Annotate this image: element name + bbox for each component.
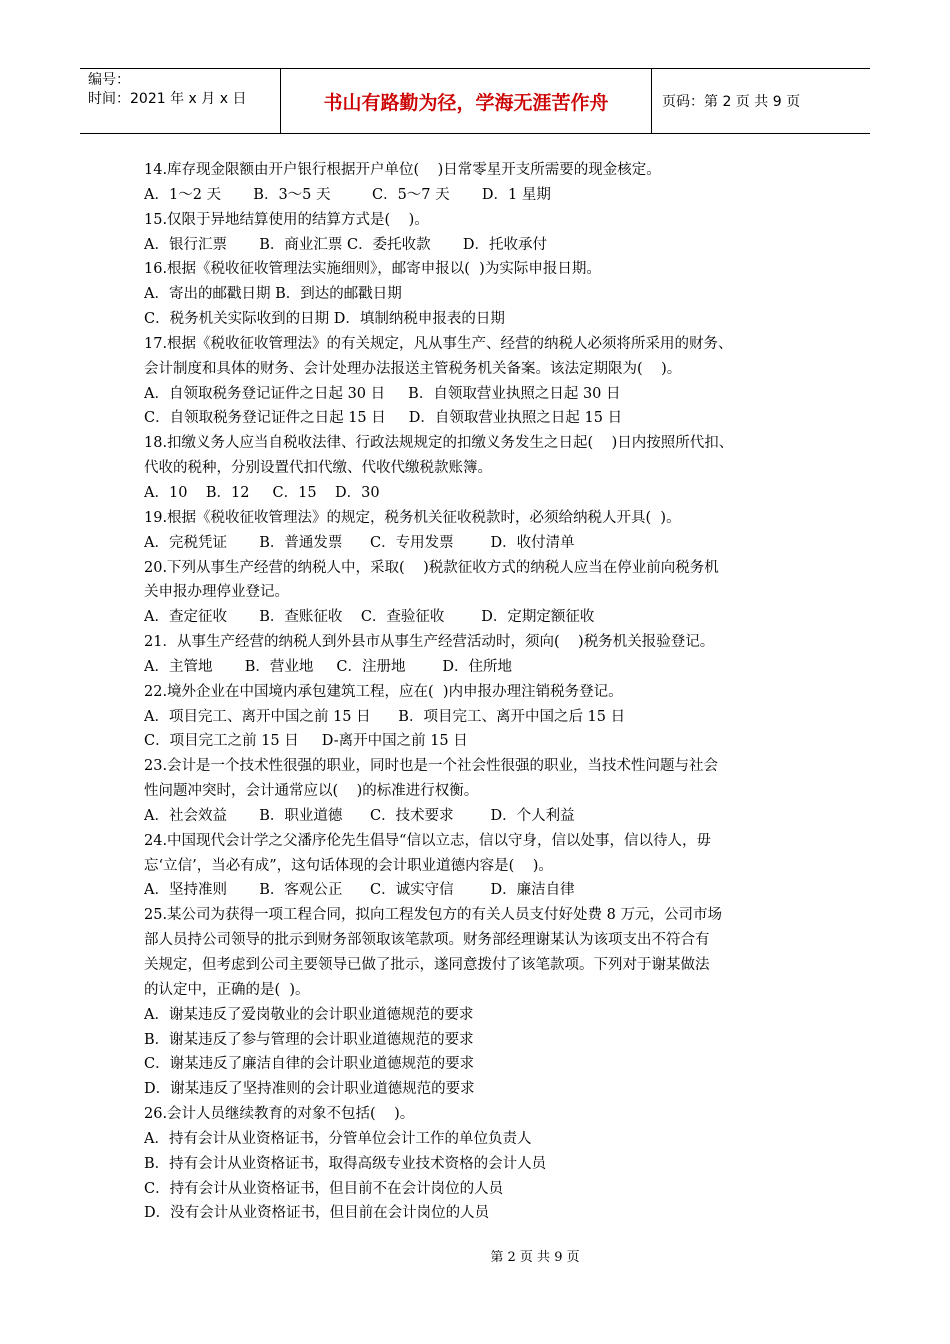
text-line: 性问题冲突时，会计通常应以( )的标准进行权衡。 (144, 783, 479, 800)
text-line: A．银行汇票 B．商业汇票 C．委托收款 D．托收承付 (144, 236, 547, 253)
text-line: 25.某公司为获得一项工程合同，拟向工程发包方的有关人员支付好处费 8 万元，公司市场 (144, 907, 722, 924)
text-line: A．谢某违反了爱岗敬业的会计职业道德规范的要求 (144, 1006, 474, 1023)
text-line: 关申报办理停业登记。 (144, 584, 289, 601)
text-line: 18.扣缴义务人应当自税收法律、行政法规规定的扣缴义务发生之日起( )日内按照所代扣、 (144, 435, 734, 452)
text-line: A．自领取税务登记证件之日起 30 日 B．自领取营业执照之日起 30 日 (144, 385, 621, 402)
text-line: 会计制度和具体的财务、会计处理办法报送主管税务机关备案。该法定期限为( )。 (144, 360, 682, 377)
text-line: D．没有会计从业资格证书，但目前在会计岗位的人员 (144, 1205, 490, 1222)
text-line: 24.中国现代会计学之父潘序伦先生倡导“信以立志，信以守身，信以处事，信以待人，毋 (144, 832, 711, 849)
code-label: 编号： (88, 72, 130, 88)
text-line: A．持有会计从业资格证书，分管单位会计工作的单位负责人 (144, 1130, 532, 1147)
text-line: A．社会效益 B．职业道德 C．技术要求 D．个人利益 (144, 807, 575, 824)
text-line: A．主管地 B．营业地 C．注册地 D．住所地 (144, 658, 513, 675)
text-line: 部人员持公司领导的批示到财务部领取该笔款项。财务部经理谢某认为该项支出不符合有 (144, 932, 710, 949)
time-label: 时间：2021 年 x 月 x 日 (88, 91, 247, 107)
text-line: B．谢某违反了参与管理的会计职业道德规范的要求 (144, 1031, 474, 1048)
header-meta (80, 69, 281, 133)
text-line: A．项目完工、离开中国之前 15 日 B．项目完工、离开中国之后 15 日 (144, 708, 626, 725)
text-line: 19.根据《税收征收管理法》的规定，税务机关征收税款时，必须给纳税人开具( )。 (144, 509, 681, 526)
text-line: 15.仅限于异地结算使用的结算方式是( )。 (144, 211, 429, 228)
text-line: C．税务机关实际收到的日期 D．填制纳税申报表的日期 (144, 311, 505, 328)
header-page-info: 页码：第 2 页 共 9 页 (662, 94, 801, 110)
text-line: 16.根据《税收征收管理法实施细则》，邮寄申报以( )为实际申报日期。 (144, 261, 601, 278)
text-line: A．10 B．12 C．15 D．30 (144, 484, 380, 501)
text-line: 20.下列从事生产经营的纳税人中，采取( )税款征收方式的纳税人应当在停业前向税务机 (144, 559, 719, 576)
text-line: A．1～2 天 B．3～5 天 C．5～7 天 D．1 星期 (144, 186, 551, 203)
text-line: 17.根据《税收征收管理法》的有关规定，凡从事生产、经营的纳税人必须将所采用的财务、 (144, 335, 733, 352)
text-line: 23.会计是一个技术性很强的职业，同时也是一个社会性很强的职业，当技术性问题与社会 (144, 758, 719, 775)
header-motto: 书山有路勤为径，学海无涯苦作舟 (281, 69, 652, 133)
page-header (80, 68, 870, 134)
text-line: 的认定中，正确的是( )。 (144, 981, 310, 998)
text-line: 21．从事生产经营的纳税人到外县市从事生产经营活动时，须向( )税务机关报验登记。 (144, 634, 715, 651)
text-line: C．自领取税务登记证件之日起 15 日 D．自领取营业执照之日起 15 日 (144, 410, 623, 427)
text-line: 26.会计人员继续教育的对象不包括( )。 (144, 1106, 415, 1123)
text-line: C．谢某违反了廉洁自律的会计职业道德规范的要求 (144, 1056, 475, 1073)
text-line: C．持有会计从业资格证书，但目前不在会计岗位的人员 (144, 1180, 504, 1197)
text-line: 忘‘立信’，当必有成”，这句话体现的会计职业道德内容是( )。 (144, 857, 553, 874)
text-line: 代收的税种，分别设置代扣代缴、代收代缴税款账簿。 (144, 460, 492, 477)
text-line: A．寄出的邮戳日期 B．到达的邮戳日期 (144, 286, 402, 303)
text-line: 22.境外企业在中国境内承包建筑工程，应在( )内申报办理注销税务登记。 (144, 683, 623, 700)
text-line: A．坚持准则 B．客观公正 C．诚实守信 D．廉洁自律 (144, 882, 575, 899)
text-line: B．持有会计从业资格证书，取得高级专业技术资格的会计人员 (144, 1155, 547, 1172)
page-footer: 第 2 页 共 9 页 (490, 1250, 580, 1265)
text-line: 关规定，但考虑到公司主要领导已做了批示，遂同意拨付了该笔款项。下列对于谢某做法 (144, 957, 710, 973)
text-line: A．查定征收 B．查账征收 C．查验征收 D．定期定额征收 (144, 609, 595, 626)
text-line: D．谢某违反了坚持准则的会计职业道德规范的要求 (144, 1081, 475, 1098)
text-line: 14.库存现金限额由开户银行根据开户单位( )日常零星开支所需要的现金核定。 (144, 162, 661, 178)
text-line: C．项目完工之前 15 日 D-离开中国之前 15 日 (144, 733, 468, 750)
text-line: A．完税凭证 B．普通发票 C．专用发票 D．收付清单 (144, 534, 575, 551)
document-body (144, 158, 834, 1226)
